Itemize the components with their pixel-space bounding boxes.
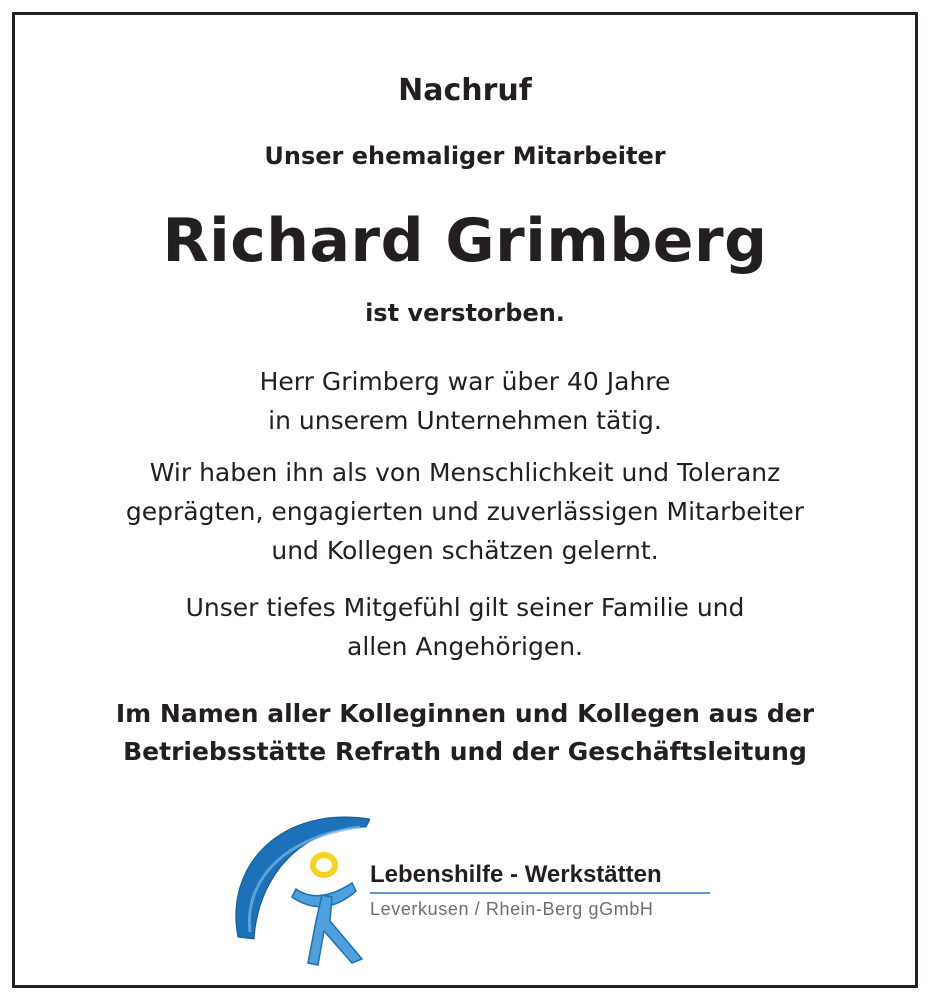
notice-intro: Unser ehemaliger Mitarbeiter: [264, 142, 666, 170]
paragraph-line: und Kollegen schätzen gelernt.: [271, 536, 659, 565]
notice-heading: Nachruf: [398, 73, 532, 108]
signature-line: Betriebsstätte Refrath und der Geschäftsleitung: [123, 737, 807, 766]
obituary-notice: [15, 15, 915, 985]
lebenshilfe-figure-icon: [220, 797, 370, 967]
logo-company-name: Lebenshilfe - Werkstätten: [370, 861, 662, 888]
paragraph-line: Wir haben ihn als von Menschlichkeit und Toleranz: [149, 458, 781, 487]
paragraph-line: geprägten, engagierten und zuverlässigen Mitarbeiter: [125, 497, 805, 526]
notice-frame: [12, 12, 918, 988]
paragraph-condolence: [15, 588, 915, 666]
paragraph-line: Unser tiefes Mitgefühl gilt seiner Familie und: [185, 593, 745, 622]
logo-company-subtitle: Leverkusen / Rhein-Berg gGmbH: [370, 899, 654, 919]
notice-status: ist verstorben.: [365, 299, 565, 327]
paragraph-appreciation: [15, 453, 915, 570]
signature-line: Im Namen aller Kolleginnen und Kollegen aus der: [115, 699, 815, 728]
paragraph-line: allen Angehörigen.: [347, 632, 583, 661]
paragraph-service: [15, 362, 915, 440]
logo-divider: [370, 892, 710, 894]
company-logo: [220, 797, 720, 967]
paragraph-line: Herr Grimberg war über 40 Jahre: [259, 367, 671, 396]
paragraph-line: in unserem Unternehmen tätig.: [268, 406, 662, 435]
signature-block: [15, 695, 915, 771]
deceased-name: Richard Grimberg: [162, 206, 768, 276]
